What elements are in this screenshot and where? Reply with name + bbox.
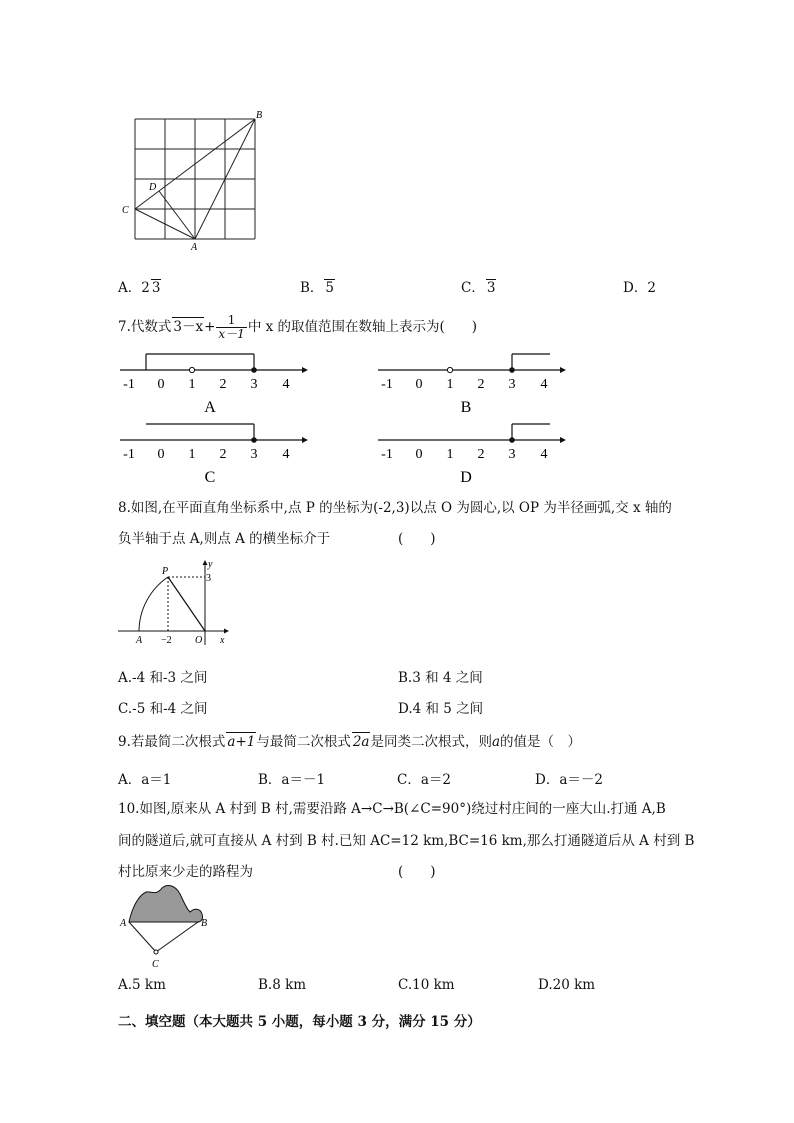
q6-option-a: A．2 3 [118, 280, 161, 296]
svg-text:C: C [152, 959, 159, 970]
svg-text:3: 3 [250, 447, 258, 462]
svg-text:0: 0 [415, 447, 423, 462]
svg-text:-1: -1 [123, 447, 135, 462]
svg-text:B: B [201, 918, 208, 929]
svg-text:O: O [195, 635, 203, 646]
svg-text:A: A [136, 635, 143, 646]
svg-text:1: 1 [188, 377, 196, 392]
svg-text:3: 3 [508, 377, 516, 392]
svg-text:−2: −2 [161, 635, 172, 646]
q8-option-d: D.4 和 5 之间 [398, 701, 484, 717]
svg-text:C: C [204, 469, 216, 486]
svg-text:4: 4 [540, 447, 548, 462]
svg-text:1: 1 [446, 377, 454, 392]
q9-option-a: A．a＝1 [118, 772, 172, 788]
svg-text:0: 0 [157, 447, 165, 462]
svg-text:A: A [120, 918, 127, 929]
q6-grid-figure [110, 100, 280, 260]
section-2-header: 二、填空题（本大题共 5 小题，每小题 3 分，满分 15 分） [118, 1014, 481, 1030]
svg-text:3: 3 [206, 573, 211, 584]
q10-option-c: C.10 km [398, 977, 455, 993]
q8-question-line1: 8.如图,在平面直角坐标系中,点 P 的坐标为(-2,3)以点 O 为圆心,以 OP 为半径画弧,交 x 轴的 [118, 500, 672, 516]
q6-option-d: D．2 [623, 280, 656, 296]
q9-option-b: B．a＝－1 [258, 772, 326, 788]
svg-text:-1: -1 [381, 377, 393, 392]
svg-text:4: 4 [282, 377, 290, 392]
q8-coordinate-figure [112, 555, 237, 650]
q8-option-a: A.-4 和-3 之间 [118, 670, 208, 686]
svg-text:1: 1 [446, 447, 454, 462]
svg-text:x: x [220, 635, 225, 646]
q6-label-D: D [149, 182, 157, 193]
q10-question-line2: 间的隧道后,就可直接从 A 村到 B 村.已知 AC=12 km,BC=16 km,那么打通隧道后从 A 村到 B [118, 833, 695, 849]
q10-mountain-figure [112, 882, 222, 974]
svg-text:-1: -1 [123, 377, 135, 392]
q7-number-line-d [370, 420, 570, 488]
q6-label-B: B [256, 110, 263, 121]
svg-text:4: 4 [282, 447, 290, 462]
q6-option-c: C． 3 [461, 280, 496, 296]
svg-text:2: 2 [477, 447, 485, 462]
q10-option-a: A.5 km [118, 977, 166, 993]
svg-text:2: 2 [219, 447, 227, 462]
svg-text:y: y [208, 559, 213, 570]
q7-number-line-c [112, 420, 312, 488]
q9-option-d: D．a＝－2 [535, 772, 603, 788]
svg-text:0: 0 [157, 377, 165, 392]
q10-answer-paren: ( ) [398, 864, 436, 880]
q10-option-d: D.20 km [538, 977, 596, 993]
q7-question: 7.代数式 3－x+ $\frac{1}{x-1}$ 中 x 的取值范围在数轴上表示为( ) [118, 313, 478, 341]
q10-question-line3: 村比原来少走的路程为 [118, 864, 253, 880]
svg-text:0: 0 [415, 377, 423, 392]
svg-text:1: 1 [188, 447, 196, 462]
q8-option-b: B.3 和 4 之间 [398, 670, 483, 686]
q8-option-c: C.-5 和-4 之间 [118, 701, 208, 717]
svg-text:3: 3 [250, 377, 258, 392]
q6-label-A: A [191, 242, 198, 253]
svg-text:A: A [204, 399, 216, 416]
svg-text:4: 4 [540, 377, 548, 392]
q6-option-b: B． 5 [300, 280, 335, 296]
svg-text:2: 2 [219, 377, 227, 392]
svg-text:B: B [460, 399, 472, 416]
q10-question-line1: 10.如图,原来从 A 村到 B 村,需要沿路 A→C→B(∠C=90°)绕过村庄间的一座大山.打通 A,B [118, 801, 666, 817]
svg-text:-1: -1 [381, 447, 393, 462]
svg-text:P: P [162, 566, 169, 577]
q7-number-line-a [112, 350, 312, 418]
q6-label-C: C [122, 205, 129, 216]
q10-option-b: B.8 km [258, 977, 307, 993]
q8-answer-paren: ( ) [398, 531, 436, 547]
q7-number-line-b [370, 350, 570, 418]
svg-text:2: 2 [477, 377, 485, 392]
q8-question-line2: 负半轴于点 A,则点 A 的横坐标介于 [118, 531, 331, 547]
svg-text:D: D [460, 469, 472, 486]
svg-text:3: 3 [508, 447, 516, 462]
q9-option-c: C．a＝2 [397, 772, 451, 788]
q9-question: 9.若最简二次根式 a+1与最简二次根式 2a是同类二次根式，则a的值是（ ） [118, 734, 582, 750]
